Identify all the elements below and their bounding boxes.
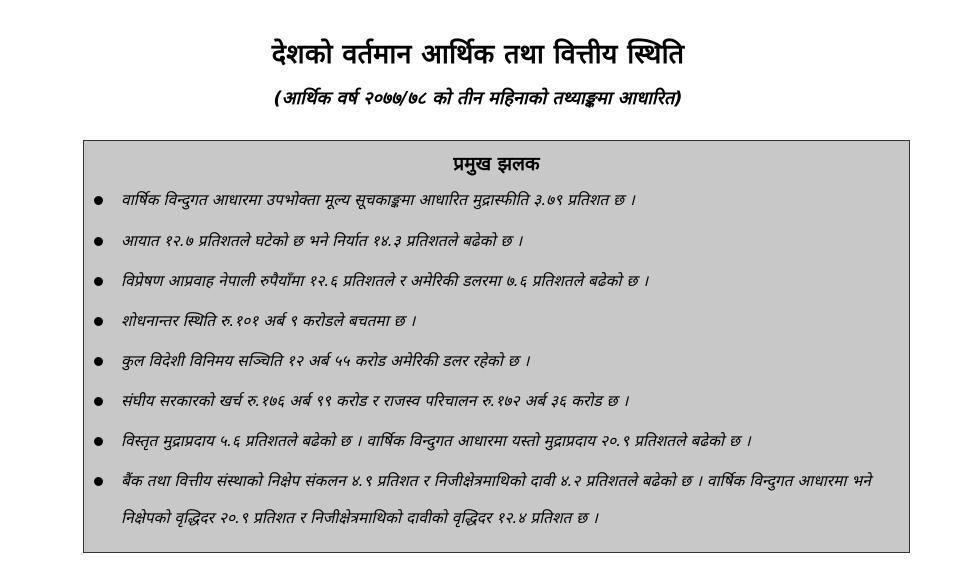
document-subtitle: (आर्थिक वर्ष २०७७/७८ को तीन महिनाको तथ्याङ्कमा आधारित) [273,88,683,109]
list-item-text: बैंक तथा वित्तीय संस्थाको निक्षेप संकलन ४.९ प्रतिशत र निजीक्षेत्रमाथिको दावी ४.२ प्रतिशतले बढेको छ । वार्षिक विन्दुगत आधारमा भने निक्षेपको वृद्धिदर २०.९ प्रतिशत र निजीक्षेत्रमाथिको दावीको वृद्धिदर १२.४ प्रतिशत छ । [121,472,871,527]
list-item-text: कुल विदेशी विनिमय सञ्चिति १२ अर्ब ५५ करोड अमेरिकी डलर रहेको छ । [121,352,530,370]
highlights-box [83,140,910,553]
bullet-icon [94,237,103,246]
list-item-text: आयात १२.७ प्रतिशतले घटेको छ भने निर्यात १४.३ प्रतिशतले बढेको छ । [121,232,523,250]
bullet-icon [94,477,103,486]
bullet-icon [94,196,103,205]
list-item-text: विप्रेषण आप्रवाह नेपाली रुपैयाँमा १२.६ प्रतिशतले र अमेरिकी डलरमा ७.६ प्रतिशतले बढेको छ । [121,272,649,290]
document-title: देशको वर्तमान आर्थिक तथा वित्तीय स्थिति [271,39,685,70]
bullet-icon [94,397,103,406]
bullet-icon [94,277,103,286]
list-item-text: शोधनान्तर स्थिति रु.१०१ अर्ब ९ करोडले बचतमा छ । [121,312,416,330]
list-item-text: संघीय सरकारको खर्च रु.१७६ अर्ब ९९ करोड र राजस्व परिचालन रु.१७२ अर्ब ३६ करोड छ । [121,392,629,410]
bullet-icon [94,437,103,446]
bullet-icon [94,357,103,366]
highlights-heading: प्रमुख झलक [453,153,540,175]
bullet-icon [94,317,103,326]
list-item-text: विस्तृत मुद्राप्रदाय ५.६ प्रतिशतले बढेको छ । वार्षिक विन्दुगत आधारमा यस्तो मुद्राप्रदाय २०.९ प्रतिशतले बढेको छ । [121,432,751,450]
list-item-text: वार्षिक विन्दुगत आधारमा उपभोक्ता मूल्य सूचकाङ्कमा आधारित मुद्रास्फीति ३.७९ प्रतिशत छ । [121,191,635,209]
